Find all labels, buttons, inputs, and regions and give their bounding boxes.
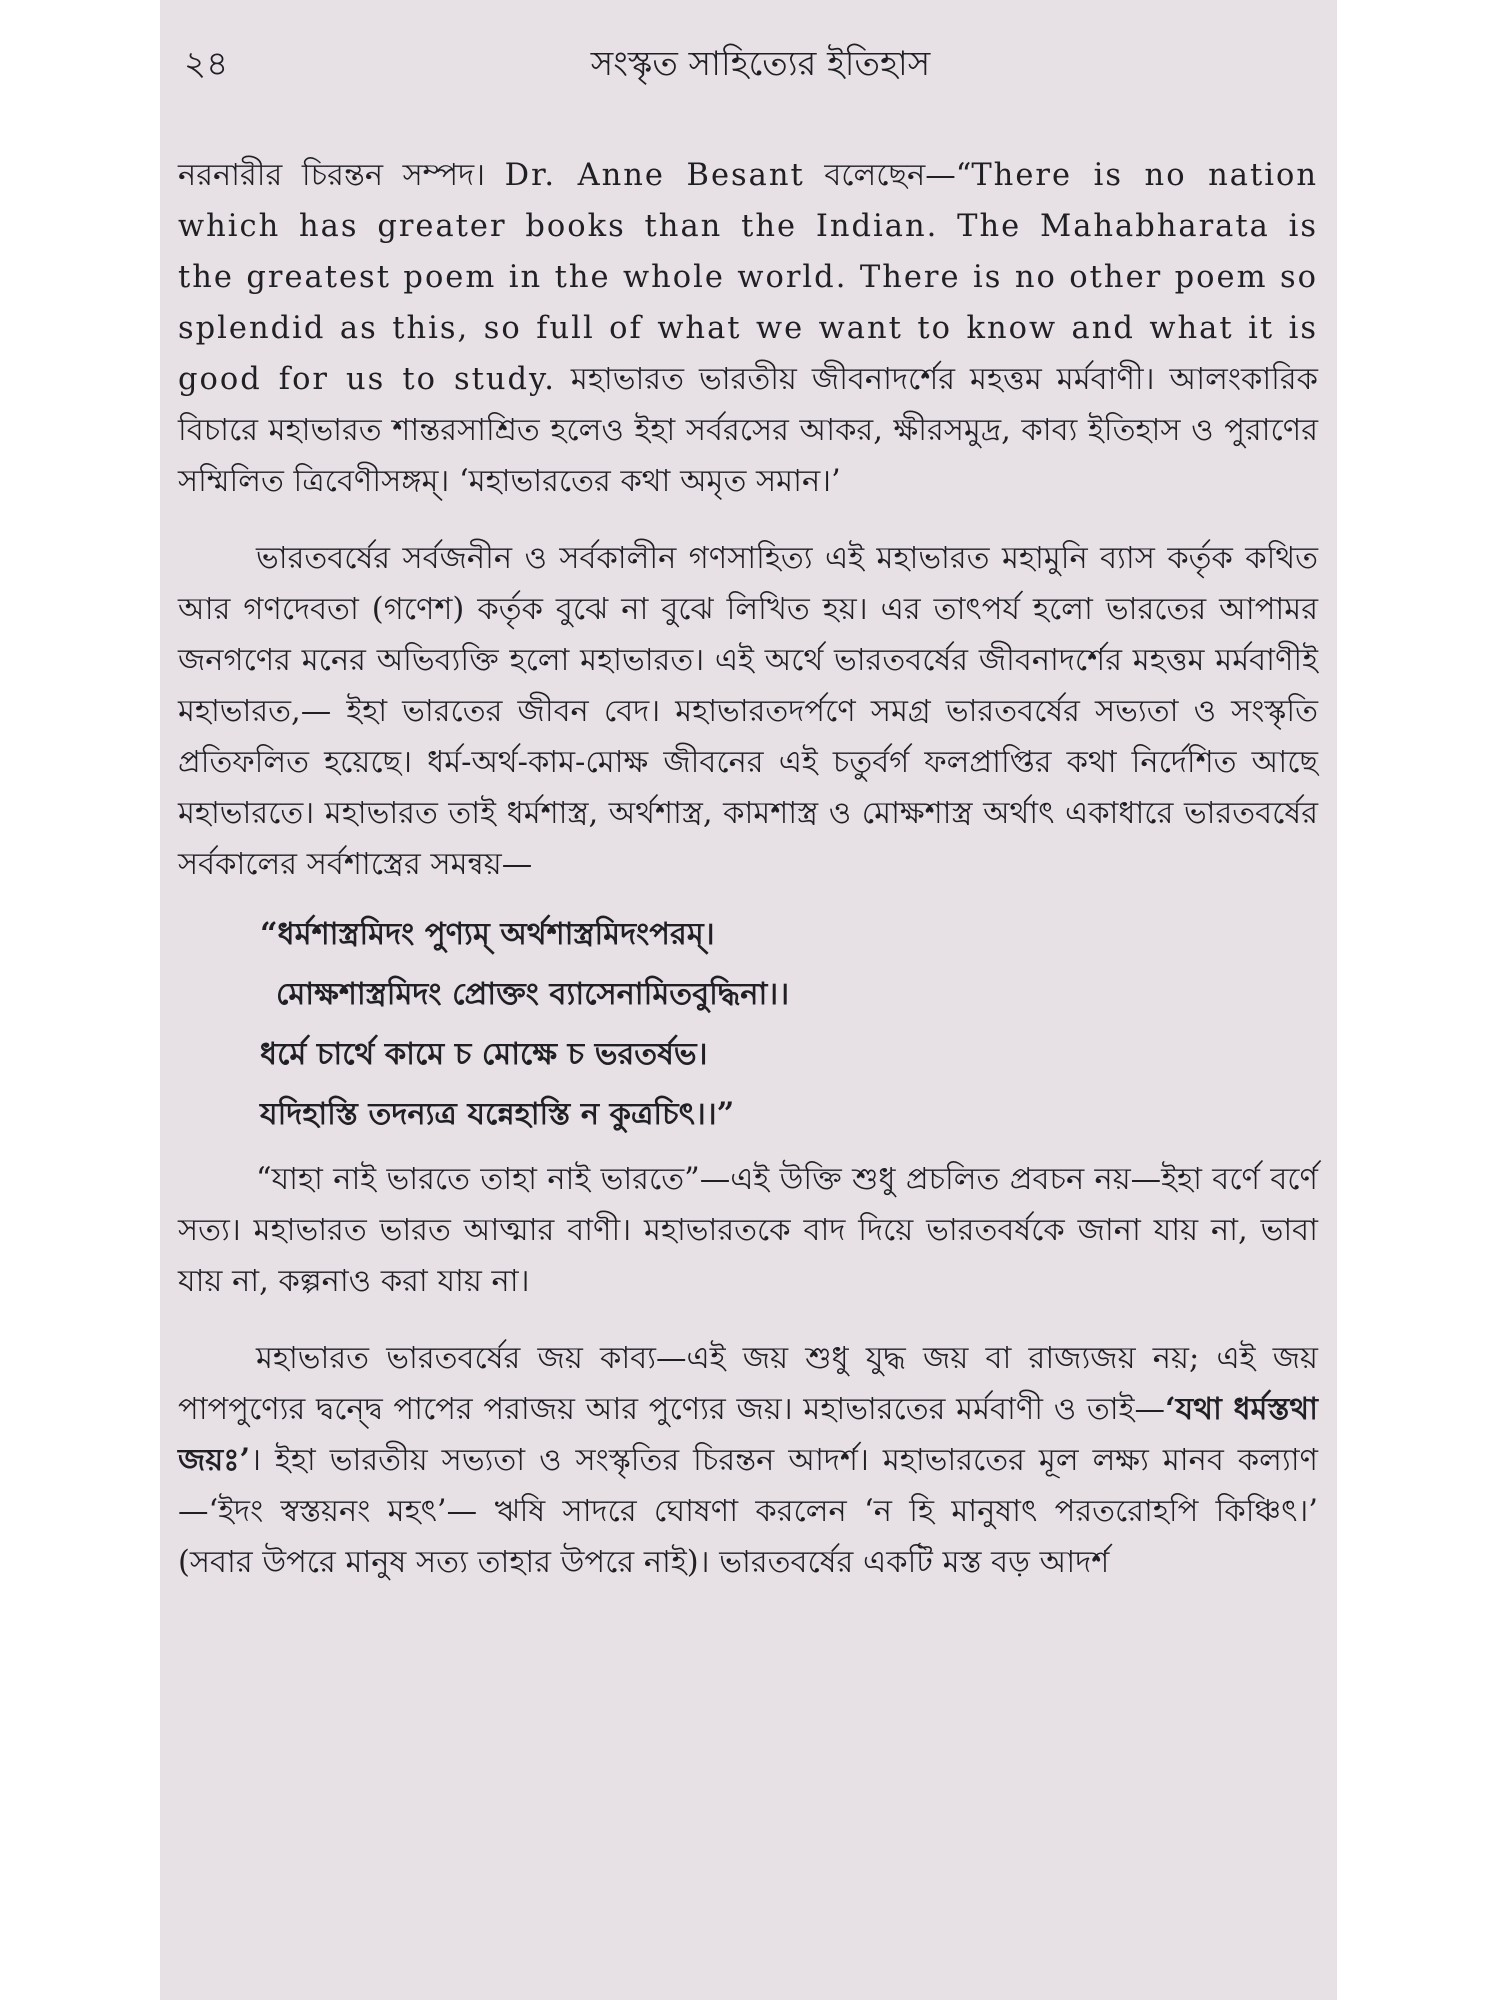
paragraph-4-text-a: মহাভারত ভারতবর্ষের জয় কাব্য—এই জয় শুধু যুদ্ধ জয় বা রাজ্যজয় নয়; এই জয় পাপপুণ্যের দ্বন্দ্বে পাপের পরাজয় আর পুণ্যের জয়। মহাভারতের মর্মবাণী ও তাই— xyxy=(178,1341,1318,1427)
paragraph-1-text-b: বলেছেন—“ xyxy=(804,158,972,193)
paragraph-4 xyxy=(178,1333,1318,1588)
sanskrit-verse xyxy=(260,904,1318,1144)
dharma-quote: ‘যথা ধর্মস্তথা জয়ঃ’ xyxy=(178,1391,1318,1478)
page-body xyxy=(178,150,1318,1588)
author-name: Dr. Anne Besant xyxy=(504,158,805,193)
running-title: সংস্কৃত সাহিত্যের ইতিহাস xyxy=(590,44,931,84)
page-header xyxy=(184,34,1337,94)
book-page xyxy=(160,0,1337,2000)
verse-line-3: ধর্মে চার্থে কামে চ মোক্ষে চ ভরতর্ষভ। xyxy=(260,1036,708,1072)
verse-line-1: “ধর্মশাস্ত্রমিদং পুণ্যম্ অর্থশাস্ত্রমিদংপরম্। xyxy=(260,916,715,952)
page-number: ২৪ xyxy=(184,44,229,84)
english-quote: There is no nation which has greater books than the Indian. The Mahabharata is the greatest poem in the whole world. There is no other poem so splendid as this, so full of what we want to know and what it is good for us to study. xyxy=(178,158,1318,397)
paragraph-1-text-a: নরনারীর চিরন্তন সম্পদ। xyxy=(178,158,505,193)
paragraph-2: ভারতবর্ষের সর্বজনীন ও সর্বকালীন গণসাহিত্য এই মহাভারত মহামুনি ব্যাস কর্তৃক কথিত আর গণদেবতা (গণেশ) কর্তৃক বুঝে না বুঝে লিখিত হয়। এর তাৎপর্য হলো ভারতের আপামর জনগণের মনের অভিব্যক্তি হলো মহাভারত। এই অর্থে ভারতবর্ষের জীবনাদর্শের মহত্তম মর্মবাণীই মহাভারত,— ইহা ভারতের জীবন বেদ। মহাভারতদর্পণে সমগ্র ভারতবর্ষের সভ্যতা ও সংস্কৃতি প্রতিফলিত হয়েছে। ধর্ম-অর্থ-কাম-মোক্ষ জীবনের এই চতুর্বর্গ ফলপ্রাপ্তির কথা নির্দেশিত আছে মহাভারতে। মহাভারত তাই ধর্মশাস্ত্র, অর্থশাস্ত্র, কামশাস্ত্র ও মোক্ষশাস্ত্র অর্থাৎ একাধারে ভারতবর্ষের সর্বকালের সর্বশাস্ত্রের সমন্বয়— xyxy=(178,541,1318,882)
paragraph-1 xyxy=(178,150,1318,507)
verse-line-2: মোক্ষশাস্ত্রমিদং প্রোক্তং ব্যাসেনামিতবুদ্ধিনা।। xyxy=(276,976,790,1012)
paragraph-4-text-b: । ইহা ভারতীয় সভ্যতা ও সংস্কৃতির চিরন্তন আদর্শ। মহাভারতের মূল লক্ষ্য মানব কল্যাণ—‘ইদং স্বস্তয়নং মহৎ’— ঋষি সাদরে ঘোষণা করলেন ‘ন হি মানুষাৎ পরতরোহপি কিঞ্চিৎ।’ (সবার উপরে মানুষ সত্য তাহার উপরে নাই)। ভারতবর্ষের একটি মস্ত বড় আদর্শ xyxy=(178,1443,1318,1580)
paragraph-1-text-c: মহাভারত ভারতীয় জীবনাদর্শের মহত্তম মর্মবাণী। আলংকারিক বিচারে মহাভারত শান্তরসাশ্রিত হলেও ইহা সর্বরসের আকর, ক্ষীরসমুদ্র, কাব্য ইতিহাস ও পুরাণের সম্মিলিত ত্রিবেণীসঙ্গম্। ‘মহাভারতের কথা অমৃত সমান।’ xyxy=(178,362,1319,499)
verse-line-4: যদিহাস্তি তদন্যত্র যন্নেহাস্তি ন কুত্রচিৎ।।” xyxy=(260,1096,735,1132)
paragraph-3: “যাহা নাই ভারতে তাহা নাই ভারতে”—এই উক্তি শুধু প্রচলিত প্রবচন নয়—ইহা বর্ণে বর্ণে সত্য। মহাভারত ভারত আত্মার বাণী। মহাভারতকে বাদ দিয়ে ভারতবর্ষকে জানা যায় না, ভাবা যায় না, কল্পনাও করা যায় না। xyxy=(178,1162,1318,1299)
